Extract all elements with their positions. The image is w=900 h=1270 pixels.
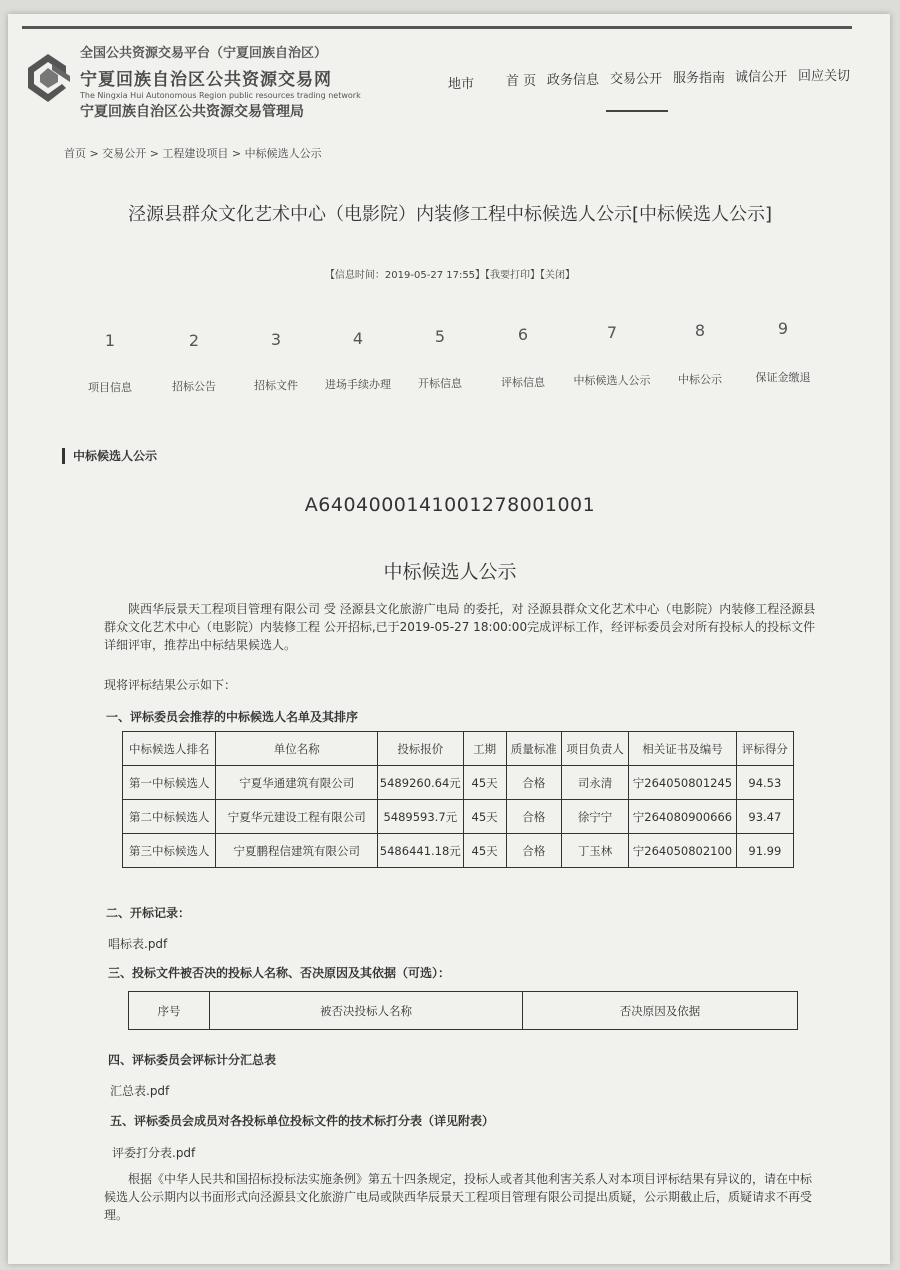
table-cell: 第三中标候选人 bbox=[123, 834, 216, 868]
table-cell: 合格 bbox=[506, 800, 561, 834]
table-cell: 5489260.64元 bbox=[378, 766, 463, 800]
table-cell: 宁夏华元建设工程有限公司 bbox=[216, 800, 378, 834]
section-1-heading: 一、评标委员会推荐的中标候选人名单及其排序 bbox=[106, 710, 359, 724]
step-number: 3 bbox=[270, 330, 282, 349]
table-cell: 宁夏鹏程信建筑有限公司 bbox=[216, 834, 378, 868]
nav-item-service-guide[interactable]: 服务指南 bbox=[673, 71, 726, 86]
table-cell: 丁玉林 bbox=[561, 834, 628, 868]
intro-paragraph: 陕西华辰景天工程项目管理有限公司 受 泾源县文化旅游广电局 的委托，对 泾源县群众文化艺术中心（电影院）内装修工程泾源县群众文化艺术中心（电影院）内装修工程 公开招标,已于2019-05-27 18:00:00完成评标工作，经评标委员会对所有投标人的投标文件详细评审，推荐出中标结果候选人。 bbox=[104, 602, 816, 652]
nav-item-response[interactable]: 回应关切 bbox=[798, 69, 851, 84]
column-header: 单位名称 bbox=[216, 732, 378, 766]
summary-file-link[interactable]: 汇总表.pdf bbox=[110, 1084, 170, 1098]
step-number: 5 bbox=[434, 327, 446, 346]
org-name: 宁夏回族自治区公共资源交易管理局 bbox=[80, 104, 304, 120]
table-cell: 93.47 bbox=[736, 800, 793, 834]
article-meta[interactable]: 【信息时间：2019-05-27 17:55】【我要打印】【关闭】 bbox=[324, 270, 576, 281]
notice-title: 中标候选人公示 bbox=[383, 561, 517, 583]
table-cell: 第一中标候选人 bbox=[123, 766, 216, 800]
column-header: 质量标准 bbox=[506, 732, 561, 766]
column-header: 投标报价 bbox=[378, 732, 463, 766]
nav-active-indicator bbox=[606, 110, 668, 112]
step-label-entry-procedures[interactable]: 进场手续办理 bbox=[325, 378, 391, 391]
rejected-bidders-table bbox=[128, 991, 798, 1030]
breadcrumb[interactable]: 首页 > 交易公开 > 工程建设项目 > 中标候选人公示 bbox=[64, 147, 322, 160]
column-header: 评标得分 bbox=[736, 732, 793, 766]
brand-block[interactable] bbox=[80, 42, 361, 121]
step-number: 9 bbox=[777, 319, 789, 338]
column-header: 序号 bbox=[129, 992, 210, 1030]
table-cell: 宁264050802100 bbox=[629, 834, 736, 868]
column-header: 被否决投标人名称 bbox=[210, 992, 523, 1030]
table-cell: 徐宁宁 bbox=[561, 800, 628, 834]
project-code: A6404000141001278001001 bbox=[304, 494, 596, 516]
section-4-heading: 四、评标委员会评标计分汇总表 bbox=[108, 1053, 277, 1067]
footer-notice: 根据《中华人民共和国招标投标法实施条例》第五十四条规定，投标人或者其他利害关系人对本项目评标结果有异议的，请在中标候选人公示期内以书面形式向泾源县文化旅游广电局或陕西华辰景天工程项目管理有限公司提出质疑，公示期截止后，质疑请求不再受理。 bbox=[104, 1172, 813, 1222]
step-label-bid-opening[interactable]: 开标信息 bbox=[418, 377, 462, 390]
step-number: 1 bbox=[104, 331, 116, 350]
step-number: 7 bbox=[606, 323, 618, 342]
table-cell: 45天 bbox=[463, 766, 506, 800]
step-label-deposit[interactable]: 保证金缴退 bbox=[755, 371, 811, 384]
header-rule bbox=[22, 26, 852, 29]
step-number: 4 bbox=[352, 329, 364, 348]
step-number: 2 bbox=[188, 331, 200, 350]
nav-item-trade-public[interactable]: 交易公开 bbox=[610, 72, 663, 87]
nav-item-credit-public[interactable]: 诚信公开 bbox=[735, 70, 788, 85]
nav-item-gov-info[interactable]: 政务信息 bbox=[547, 73, 600, 88]
step-label-candidate-notice[interactable]: 中标候选人公示 bbox=[573, 374, 651, 387]
step-label-project-info[interactable]: 项目信息 bbox=[88, 381, 132, 394]
score-sheet-file-link[interactable]: 评委打分表.pdf bbox=[112, 1146, 196, 1160]
column-header: 否决原因及依据 bbox=[523, 992, 798, 1030]
nav-item-home[interactable]: 首 页 bbox=[506, 74, 537, 89]
table-cell: 合格 bbox=[506, 834, 561, 868]
site-name: 宁夏回族自治区公共资源交易网 bbox=[80, 70, 332, 90]
table-header-row bbox=[129, 992, 798, 1030]
candidate-table bbox=[122, 731, 794, 868]
table-row bbox=[123, 800, 794, 834]
table-cell: 91.99 bbox=[736, 834, 793, 868]
section-3-heading: 三、投标文件被否决的投标人名称、否决原因及其依据（可选）： bbox=[108, 966, 451, 980]
table-cell: 94.53 bbox=[736, 766, 793, 800]
table-cell: 司永清 bbox=[561, 766, 628, 800]
platform-line: 全国公共资源交易平台（宁夏回族自治区） bbox=[80, 46, 328, 61]
announce-line: 现将评标结果公示如下： bbox=[104, 678, 237, 692]
table-cell: 5486441.18元 bbox=[378, 834, 463, 868]
table-row bbox=[123, 834, 794, 868]
table-cell: 45天 bbox=[463, 834, 506, 868]
section-heading: 中标候选人公示 bbox=[62, 448, 157, 464]
nav-item-city[interactable]: 地市 bbox=[448, 77, 475, 92]
step-number: 6 bbox=[517, 325, 529, 344]
page-title: 泾源县群众文化艺术中心（电影院）内装修工程中标候选人公示[中标候选人公示] bbox=[127, 204, 773, 225]
section-2-heading: 二、开标记录： bbox=[106, 906, 191, 920]
step-label-tender-docs[interactable]: 招标文件 bbox=[254, 379, 298, 392]
table-cell: 5489593.7元 bbox=[378, 800, 463, 834]
bid-opening-file-link[interactable]: 唱标表.pdf bbox=[108, 937, 168, 951]
table-cell: 宁264050801245 bbox=[629, 766, 736, 800]
table-cell: 合格 bbox=[506, 766, 561, 800]
table-cell: 宁夏华通建筑有限公司 bbox=[216, 766, 378, 800]
table-cell: 第二中标候选人 bbox=[123, 800, 216, 834]
section-5-heading: 五、评标委员会成员对各投标单位投标文件的技术标打分表（详见附表） bbox=[110, 1114, 495, 1128]
step-label-award-notice[interactable]: 中标公示 bbox=[678, 373, 722, 386]
column-header: 项目负责人 bbox=[561, 732, 628, 766]
step-label-evaluation[interactable]: 评标信息 bbox=[501, 376, 545, 389]
table-cell: 宁264080900666 bbox=[629, 800, 736, 834]
table-row bbox=[123, 766, 794, 800]
column-header: 工期 bbox=[463, 732, 506, 766]
step-label-tender-notice[interactable]: 招标公告 bbox=[172, 380, 216, 393]
site-name-en: The Ningxia Hui Autonomous Region public resources trading network bbox=[80, 91, 361, 100]
site-logo-icon bbox=[26, 52, 70, 104]
table-header-row bbox=[123, 732, 794, 766]
column-header: 相关证书及编号 bbox=[629, 732, 736, 766]
table-cell: 45天 bbox=[463, 800, 506, 834]
column-header: 中标候选人排名 bbox=[123, 732, 216, 766]
step-number: 8 bbox=[694, 321, 706, 340]
